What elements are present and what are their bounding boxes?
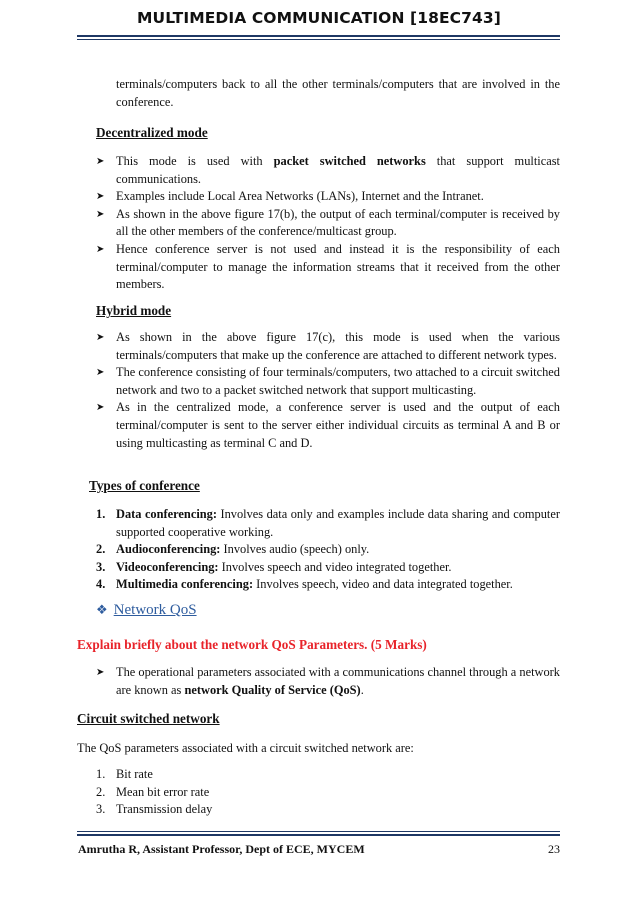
arrow-bullet-icon: ➤ <box>96 332 105 343</box>
decentralized-heading: Decentralized mode <box>96 125 208 140</box>
list-item: ➤ Hence conference server is not used and instead it is the responsibility of each terminal/computer to manage the information streams that it received from the other members. <box>96 241 560 292</box>
page-number: 23 <box>548 842 560 856</box>
list-item: ➤ As in the centralized mode, a conference server is used and the output of each terminal/computer is sent to the server either individual circuits as terminal A and B or using multicasting as terminal C and D. <box>96 400 560 450</box>
list-item: 2. Audioconferencing: Involves audio (speech) only. <box>96 542 370 557</box>
exam-question: Explain briefly about the network QoS Parameters. (5 Marks) <box>77 637 427 652</box>
circuit-heading: Circuit switched network <box>77 711 220 726</box>
decentralized-list <box>96 153 560 294</box>
list-item: 3. Transmission delay <box>96 802 213 817</box>
arrow-bullet-icon: ➤ <box>96 402 105 414</box>
qos-definition-list <box>96 664 560 699</box>
list-item: 3. Videoconferencing: Involves speech and video integrated together. <box>96 559 452 574</box>
list-item: 1. Data conferencing: Involves data only and examples include data sharing and computer supported cooperative working. <box>96 507 560 539</box>
arrow-bullet-icon: ➤ <box>96 367 105 379</box>
list-item: ➤ As shown in the above figure 17(b), the output of each terminal/computer is received by all the other members of the conference/multicast group. <box>96 206 560 239</box>
list-item: ➤ As shown in the above figure 17(c), this mode is used when the various terminals/computers that make up the conference are attached to different network types. <box>96 330 560 362</box>
conference-types-list <box>96 506 560 594</box>
list-item: ➤ Examples include Local Area Networks (LANs), Internet and the Intranet. <box>96 188 560 206</box>
list-item: ➤ The operational parameters associated with a communications channel through a network are known as network Quality of Service (QoS). <box>96 665 560 697</box>
page-header-title: MULTIMEDIA COMMUNICATION [18EC743] <box>137 9 501 27</box>
list-item: 2. Mean bit error rate <box>96 784 210 799</box>
circuit-intro: The QoS parameters associated with a circuit switched network are: <box>77 741 414 755</box>
arrow-bullet-icon: ➤ <box>96 243 105 255</box>
hybrid-heading: Hybrid mode <box>96 303 172 318</box>
header-rule-thin <box>77 39 560 40</box>
hybrid-list <box>96 329 560 452</box>
list-item: 1. Bit rate <box>96 767 153 781</box>
arrow-bullet-icon: ➤ <box>96 208 105 220</box>
list-item: ➤ The conference consisting of four terminals/computers, two attached to a circuit switched network and two to a packet switched network that support multicasting. <box>96 365 560 397</box>
arrow-bullet-icon: ➤ <box>96 156 105 167</box>
footer-rule-thick <box>77 834 560 836</box>
arrow-bullet-icon: ➤ <box>96 667 105 678</box>
diamond-icon: ❖ <box>96 603 108 618</box>
list-item: 4. Multimedia conferencing: Involves speech, video and data integrated together. <box>96 577 513 592</box>
header-rule-thick <box>77 35 560 37</box>
network-qos-title: ❖ Network QoS <box>96 602 197 618</box>
footer-author: Amrutha R, Assistant Professor, Dept of ECE, MYCEM <box>78 842 365 856</box>
list-item: ➤ This mode is used with packet switched networks that support multicast communications. <box>96 154 560 186</box>
types-heading: Types of conference <box>89 478 200 493</box>
circuit-qos-list <box>96 766 560 819</box>
footer-rule-thin <box>77 831 560 832</box>
intro-paragraph: terminals/computers back to all the other terminals/computers that are involved in the conference. <box>116 77 560 109</box>
arrow-bullet-icon: ➤ <box>96 191 105 203</box>
